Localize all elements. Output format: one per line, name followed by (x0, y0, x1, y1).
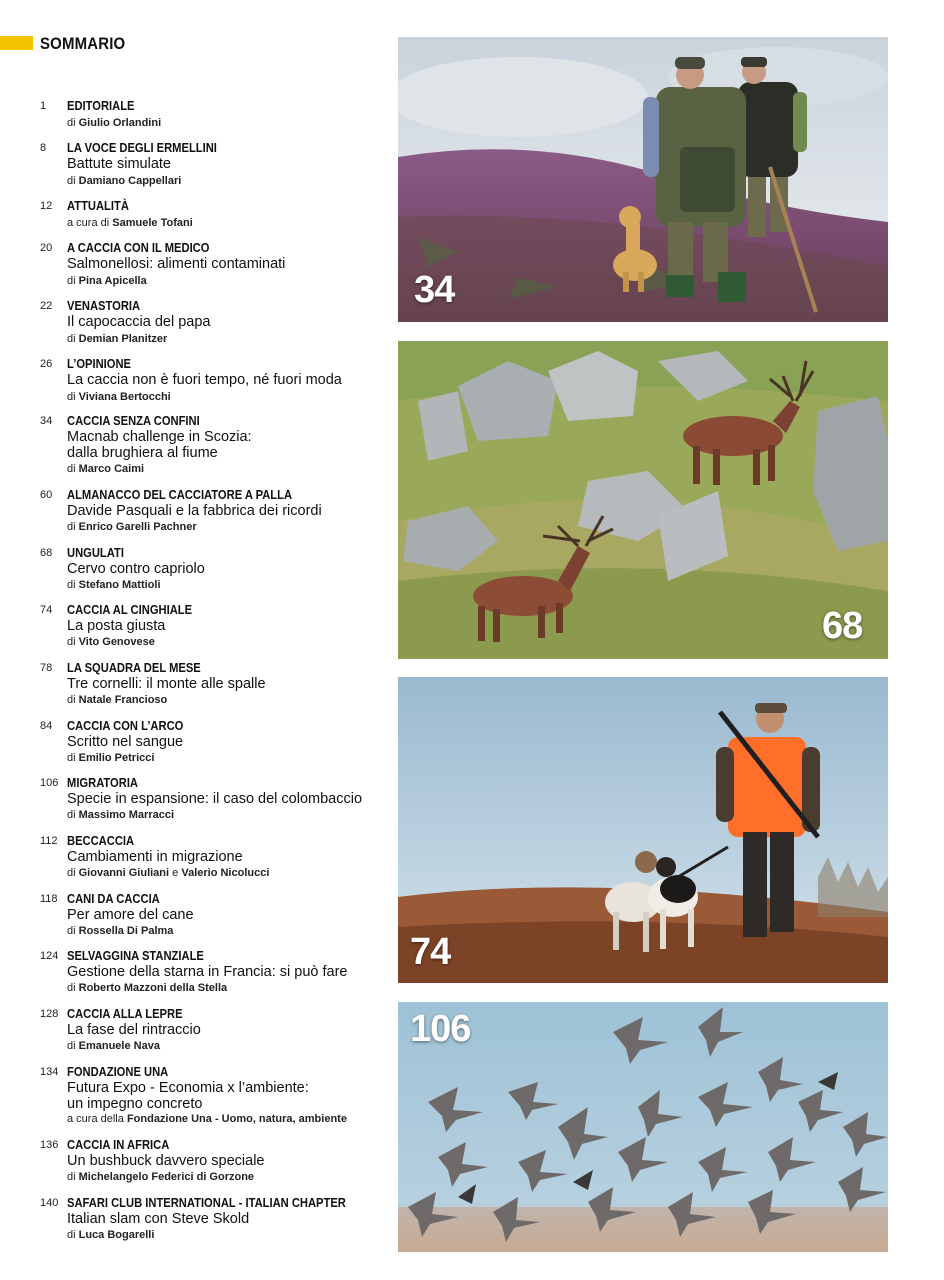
entry-title: Macnab challenge in Scozia: dalla brughiera al fiume (67, 429, 252, 461)
entry-author: Samuele Tofani (112, 217, 193, 229)
entry-author: Rossella Di Palma (78, 925, 174, 937)
entry-title: Davide Pasquali e la fabbrica dei ricordi (67, 503, 322, 519)
entry-byline: di Pina Apicella (67, 275, 147, 287)
entry-category: A CACCIA CON IL MEDICO (67, 240, 210, 255)
entry-byline: di Vito Genovese (67, 636, 155, 648)
entry-author: Fondazione Una - Uomo, natura, ambiente (126, 1113, 347, 1125)
entry-byline: di Marco Caimi (67, 463, 145, 475)
photo-page-number: 68 (822, 605, 863, 647)
entry-title: Cervo contro capriolo (67, 561, 205, 577)
photo-page-number: 74 (410, 931, 451, 973)
entry-page-number: 34 (40, 415, 53, 427)
entry-byline: di Natale Francioso (67, 694, 168, 706)
entry-page-number: 78 (40, 662, 53, 674)
entry-author: Vito Genovese (78, 636, 155, 648)
entry-category: EDITORIALE (67, 98, 135, 113)
entry-category: SAFARI CLUB INTERNATIONAL - ITALIAN CHAPTER (67, 1195, 346, 1210)
entry-author: Demian Planitzer (78, 333, 168, 345)
entry-category: FONDAZIONE UNA (67, 1064, 169, 1079)
entry-page-number: 60 (40, 489, 53, 501)
entry-byline: di Stefano Mattioli (67, 579, 161, 591)
entry-category: CACCIA AL CINGHIALE (67, 602, 193, 617)
entry-title: Gestione della starna in Francia: si può fare (67, 964, 348, 980)
entry-page-number: 74 (40, 604, 53, 616)
entry-author: Damiano Cappellari (78, 175, 182, 187)
entry-byline: a cura di Samuele Tofani (67, 217, 193, 229)
entry-page-number: 8 (40, 142, 47, 154)
entry-title: Il capocaccia del papa (67, 314, 211, 330)
entry-byline: di Demian Planitzer (67, 333, 168, 345)
entry-category: CACCIA IN AFRICA (67, 1137, 170, 1152)
entry-author: Giovanni Giuliani (78, 867, 170, 879)
entry-byline: di Giovanni Giuliani e Valerio Nicolucci (67, 867, 270, 879)
entry-byline: di Massimo Marracci (67, 809, 175, 821)
entry-byline: di Enrico Garelli Pachner (67, 521, 197, 533)
entry-author: Enrico Garelli Pachner (78, 521, 197, 533)
boar-hunter-image (398, 677, 888, 983)
photo-boar-hunter[interactable] (398, 677, 888, 983)
entry-author: Luca Bogarelli (78, 1229, 155, 1241)
entry-byline: di Emilio Petricci (67, 752, 155, 764)
entry-byline: di Damiano Cappellari (67, 175, 182, 187)
entry-category: CANI DA CACCIA (67, 891, 160, 906)
entry-category: SELVAGGINA STANZIALE (67, 948, 204, 963)
entry-title: Italian slam con Steve Skold (67, 1211, 250, 1227)
entry-page-number: 112 (40, 835, 58, 847)
entry-category: CACCIA ALLA LEPRE (67, 1006, 183, 1021)
hunters-image (398, 37, 888, 322)
entry-category: CACCIA SENZA CONFINI (67, 413, 200, 428)
entry-byline: di Rossella Di Palma (67, 925, 174, 937)
entry-byline: di Roberto Mazzoni della Stella (67, 982, 228, 994)
entry-page-number: 140 (40, 1197, 59, 1209)
entry-author: Emanuele Nava (78, 1040, 160, 1052)
entry-category: LA VOCE DEGLI ERMELLINI (67, 140, 217, 155)
entry-title: Scritto nel sangue (67, 734, 184, 750)
entry-byline: di Luca Bogarelli (67, 1229, 155, 1241)
entry-byline: di Giulio Orlandini (67, 117, 162, 129)
entry-author: Emilio Petricci (78, 752, 155, 764)
entry-author: Viviana Bertocchi (78, 391, 171, 403)
entry-title: Cambiamenti in migrazione (67, 849, 243, 865)
entry-author: Massimo Marracci (78, 809, 175, 821)
entry-page-number: 124 (40, 950, 59, 962)
entry-author: Giulio Orlandini (78, 117, 162, 129)
entry-byline: di Viviana Bertocchi (67, 391, 171, 403)
entry-title: La caccia non è fuori tempo, né fuori moda (67, 372, 342, 388)
entry-page-number: 106 (40, 777, 59, 789)
entry-category: VENASTORIA (67, 298, 141, 313)
entry-title: Un bushbuck davvero speciale (67, 1153, 265, 1169)
photo-hunters-heather[interactable] (398, 37, 888, 322)
entry-byline: a cura della Fondazione Una - Uomo, natura, ambiente (67, 1113, 347, 1125)
entry-page-number: 26 (40, 358, 53, 370)
entry-author: Michelangelo Federici di Gorzone (78, 1171, 255, 1183)
entry-author: Marco Caimi (78, 463, 145, 475)
entry-title: La fase del rintraccio (67, 1022, 201, 1038)
entry-title: Futura Expo - Economia x l’ambiente: un impegno concreto (67, 1080, 309, 1112)
entry-page-number: 22 (40, 300, 53, 312)
entry-page-number: 68 (40, 547, 53, 559)
entry-category: BECCACCIA (67, 833, 135, 848)
table-of-contents (0, 0, 395, 1280)
entry-title: Battute simulate (67, 156, 171, 172)
entry-title: Tre cornelli: il monte alle spalle (67, 676, 266, 692)
entry-page-number: 12 (40, 200, 53, 212)
entry-category: ALMANACCO DEL CACCIATORE A PALLA (67, 487, 293, 502)
entry-author: Valerio Nicolucci (181, 867, 270, 879)
entry-author: Stefano Mattioli (78, 579, 161, 591)
red-deer-image (398, 341, 888, 659)
entry-page-number: 136 (40, 1139, 59, 1151)
photo-page-number: 34 (414, 269, 455, 311)
entry-author: Natale Francioso (78, 694, 168, 706)
entry-title: La posta giusta (67, 618, 166, 634)
entry-title: Salmonellosi: alimenti contaminati (67, 256, 286, 272)
entry-title: Per amore del cane (67, 907, 194, 923)
entry-byline: di Emanuele Nava (67, 1040, 160, 1052)
entry-title: Specie in espansione: il caso del colombaccio (67, 791, 363, 807)
entry-page-number: 20 (40, 242, 53, 254)
entry-category: LA SQUADRA DEL MESE (67, 660, 201, 675)
entry-page-number: 118 (40, 893, 58, 905)
entry-category: L’OPINIONE (67, 356, 131, 371)
photo-pigeons[interactable] (398, 1002, 888, 1252)
photo-page-number: 106 (410, 1008, 471, 1050)
entry-category: ATTUALITÀ (67, 198, 129, 213)
entry-page-number: 128 (40, 1008, 59, 1020)
pigeon-flock-image (398, 1002, 888, 1252)
entry-category: UNGULATI (67, 545, 124, 560)
entry-page-number: 134 (40, 1066, 59, 1078)
entry-page-number: 1 (40, 100, 47, 112)
page-title: SOMMARIO (40, 34, 126, 53)
entry-category: CACCIA CON L’ARCO (67, 718, 184, 733)
entry-category: MIGRATORIA (67, 775, 139, 790)
entry-byline: di Michelangelo Federici di Gorzone (67, 1171, 255, 1183)
entry-page-number: 84 (40, 720, 53, 732)
entry-author: Pina Apicella (78, 275, 147, 287)
photo-red-deer[interactable] (398, 341, 888, 659)
entry-author: Roberto Mazzoni della Stella (78, 982, 228, 994)
